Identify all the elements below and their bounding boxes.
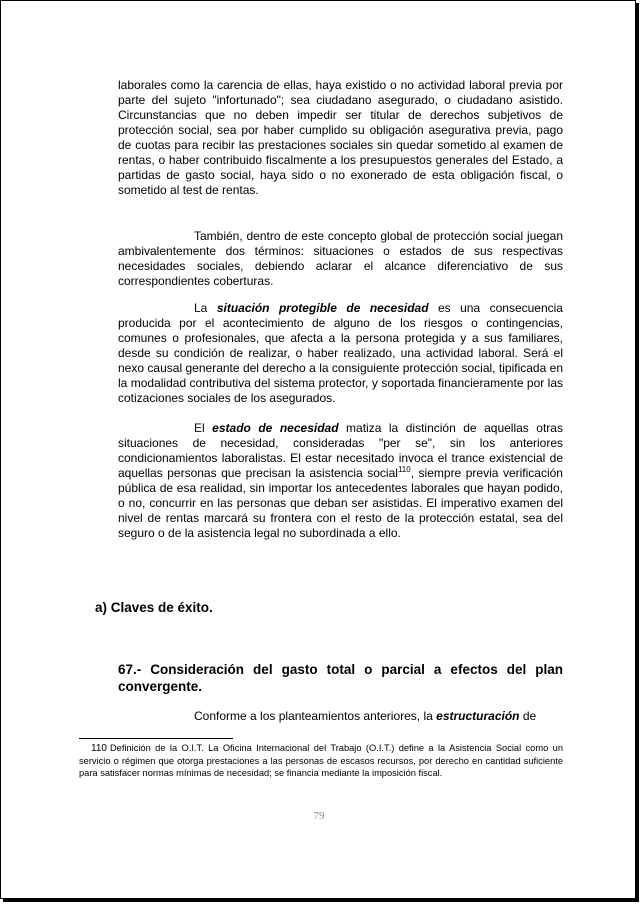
paragraph-3-body: es una consecuencia producida por el acontecimiento de alguno de los riesgos o contingencias, comunes o profesionales, que afecta a la persona protegida y a sus familiares, desde su condición de realizar, o haber realizado, una actividad laboral. Será el nexo causal generante del derecho a la consiguiente protección social, tipificada en la modalidad contributiva del sistema protector, y soportada financieramente por las cotizaciones sociales de los asegurados. — [118, 301, 563, 405]
paragraph-3-lead: La — [194, 301, 217, 315]
heading-claves-de-exito: a) Claves de éxito. — [95, 600, 213, 615]
paragraph-4-tail: , siempre previa verificación pública de esa realidad, sin importar los antecedentes laborales que hayan podido, o no, concurrir en las personas que deban ser asistidas. El imperativo examen del nivel de rentas marcará su frontera con el resto de la protección estatal, sea del seguro o de la asistencia legal no subordinada a ello. — [118, 466, 563, 540]
paragraph-5-tail: de — [519, 709, 537, 723]
term-estructuracion: estructuración — [436, 709, 520, 723]
term-situacion-protegible: situación protegible de necesidad — [216, 301, 429, 315]
paragraph-4-body: matiza la distinción de aquellas otras situaciones de necesidad, consideradas "per se", sin los anteriores condicionamientos laboralistas. El estar necesitado invoca el trance existencial de aquellas personas que precisan la asistencia social — [118, 421, 563, 480]
paragraph-3 — [118, 301, 563, 406]
footnote-separator — [79, 738, 233, 739]
paragraph-4-lead: El — [194, 421, 213, 435]
paragraph-5 — [118, 709, 563, 724]
page-number: 79 — [313, 810, 325, 822]
term-estado-de-necesidad: estado de necesidad — [212, 421, 339, 435]
paragraph-1: laborales como la carencia de ellas, haya existido o no actividad laboral previa por parte del sujeto "infortunado"; sea ciudadano asegurado, o ciudadano asistido. Circunstancias que no deben impedir ser titular de derechos subjetivos de protección social, sea por haber cumplido su obligación asegurativa previa, pago de cuotas para recibir las prestaciones sociales sin quedar sometido al examen de rentas, o haber contribuido fiscalmente a los presupuestos generales del Estado, a partidas de gasto social, haya sido o no exonerado de esta obligación fiscal, o sometido al test de rentas. — [118, 78, 563, 197]
footnote-number: 110 — [91, 743, 107, 754]
heading-section-67: 67.- Consideración del gasto total o parcial a efectos del plan convergente. — [118, 662, 563, 694]
footnote-reference[interactable]: 110 — [397, 465, 411, 474]
footnote-text: Definición de la O.I.T. La Oficina Internacional del Trabajo (O.I.T.) define a la Asistencia Social como un servicio o régimen que otorga prestaciones a las personas de escasos recursos, por derecho en cantidad suficiente para satisfacer normas mínimas de necesidad; se financia mediante la imposición fiscal. — [79, 743, 563, 778]
footnote — [79, 742, 563, 779]
paragraph-5-lead: Conforme a los planteamientos anteriores, la — [194, 709, 437, 723]
paragraph-4 — [118, 421, 563, 541]
paragraph-2: También, dentro de este concepto global de protección social juegan ambivalentemente dos términos: situaciones o estados de sus respectivas necesidades sociales, debiendo aclarar el alcance diferenciativo de sus correspondientes coberturas. — [118, 229, 563, 288]
